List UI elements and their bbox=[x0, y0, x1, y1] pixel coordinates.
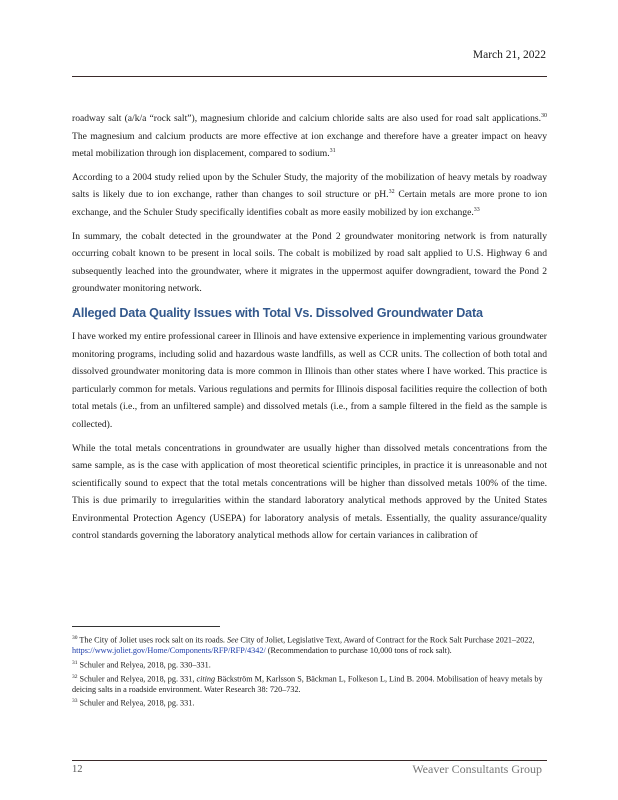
header-rule bbox=[72, 76, 547, 77]
footnote-ref-30: 30 bbox=[541, 112, 547, 119]
paragraph-experience: I have worked my entire professional career in Illinois and have extensive experience in implementing various groundwater monitoring programs, including solid and hazardous waste landfills, as well as CCR units. The collection of both total and dissolved groundwater monitoring data is more common in Illinois than other states where I have worked. This practice is particularly common for metals. Various regulations and permits for Illinois disposal facilities require the collection of both total metals (i.e., from an unfiltered sample) and dissolved metals (i.e., from a sample filtered in the field as the sample is collected). bbox=[72, 330, 547, 430]
footnote-32: $^{32}$ Schuler and Relyea, 2018, pg. 331, citing Bäckström M, Karlsson S, Bäckman L, Folkeson L, Lind B. 2004. Mobilisation of heavy metals by deicing salts in a roadside environment. Water Research 38: 720–732. bbox=[72, 673, 543, 694]
section-heading: Alleged Data Quality Issues with Total Vs. Dissolved Groundwater Data bbox=[72, 305, 483, 320]
header-date: March 21, 2022 bbox=[472, 49, 546, 61]
page-number: 12 bbox=[72, 764, 83, 775]
footnote-ref-33: 33 bbox=[473, 206, 480, 213]
paragraph-summary: In summary, the cobalt detected in the groundwater at the Pond 2 groundwater monitoring network is from naturally occurring cobalt known to be present in local soils. The cobalt is mobilized by road salt applied to U.S. Highway 6 and subsequently leached into the groundwater, where it migrates in the uppermost aquifer downgradient, toward the Pond 2 groundwater monitoring network. bbox=[72, 230, 547, 295]
footnote-30: $^{30}$ The City of Joliet uses rock salt on its roads. See City of Joliet, Legislative Text, Award of Contract for the Rock Salt Purchase 2021–2022, https://www.joliet.gov/Home/Components/RFP/RFP/4342/ (Recommendation to purchase 10,000 tons of rock salt). bbox=[72, 635, 535, 656]
footnote-31: $^{31}$ Schuler and Relyea, 2018, pg. 330–331. bbox=[72, 659, 211, 670]
footnote-ref-32: 32 bbox=[388, 189, 395, 196]
joliet-rfp-link[interactable]: https://www.joliet.gov/Home/Components/RFP/RFP/4342/ bbox=[72, 646, 266, 656]
paragraph-road-salt-types: roadway salt (a/k/a “rock salt”), magnesium chloride and calcium chloride salts are also used for road salt applications.$^{30}$ The magnesium and calcium products are more effective at ion exchange and therefore have a greater impact on heavy metal mobilization through ion displacement, compared to sodium.$^{31}$ bbox=[72, 112, 547, 160]
footnotes bbox=[72, 633, 547, 710]
body-text bbox=[72, 110, 547, 551]
footnote-33: $^{33}$ Schuler and Relyea, 2018, pg. 331. bbox=[72, 698, 195, 708]
paragraph-ion-exchange: According to a 2004 study relied upon by the Schuler Study, the majority of the mobilization of heavy metals by roadway salts is likely due to ion exchange, rather than changes to soil structure or pH.$^{32}$ Certain metals are more prone to ion exchange, and the Schuler Study specifically identifies cobalt as more easily mobilized by ion exchange.$^{33}$ bbox=[72, 171, 547, 218]
footnote-separator bbox=[72, 626, 220, 627]
footer-rule bbox=[72, 760, 547, 761]
footnote-ref-31: 31 bbox=[329, 148, 336, 154]
paragraph-total-vs-dissolved: While the total metals concentrations in groundwater are usually higher than dissolved metals concentrations from the same sample, as is the case with application of most theoretical scientific principles, in practice it is unreasonable and not scientifically sound to expect that the total metals concentrations will be higher than dissolved metals 100% of the time. This is due primarily to irregularities within the standard laboratory analytical methods approved by the United States Environmental Protection Agency (USEPA) for laboratory analysis of metals. Essentially, the quality assurance/quality control standards governing the laboratory analytical methods allow for certain variances in calibration of bbox=[72, 442, 547, 542]
footer-organization: Weaver Consultants Group bbox=[412, 762, 542, 776]
